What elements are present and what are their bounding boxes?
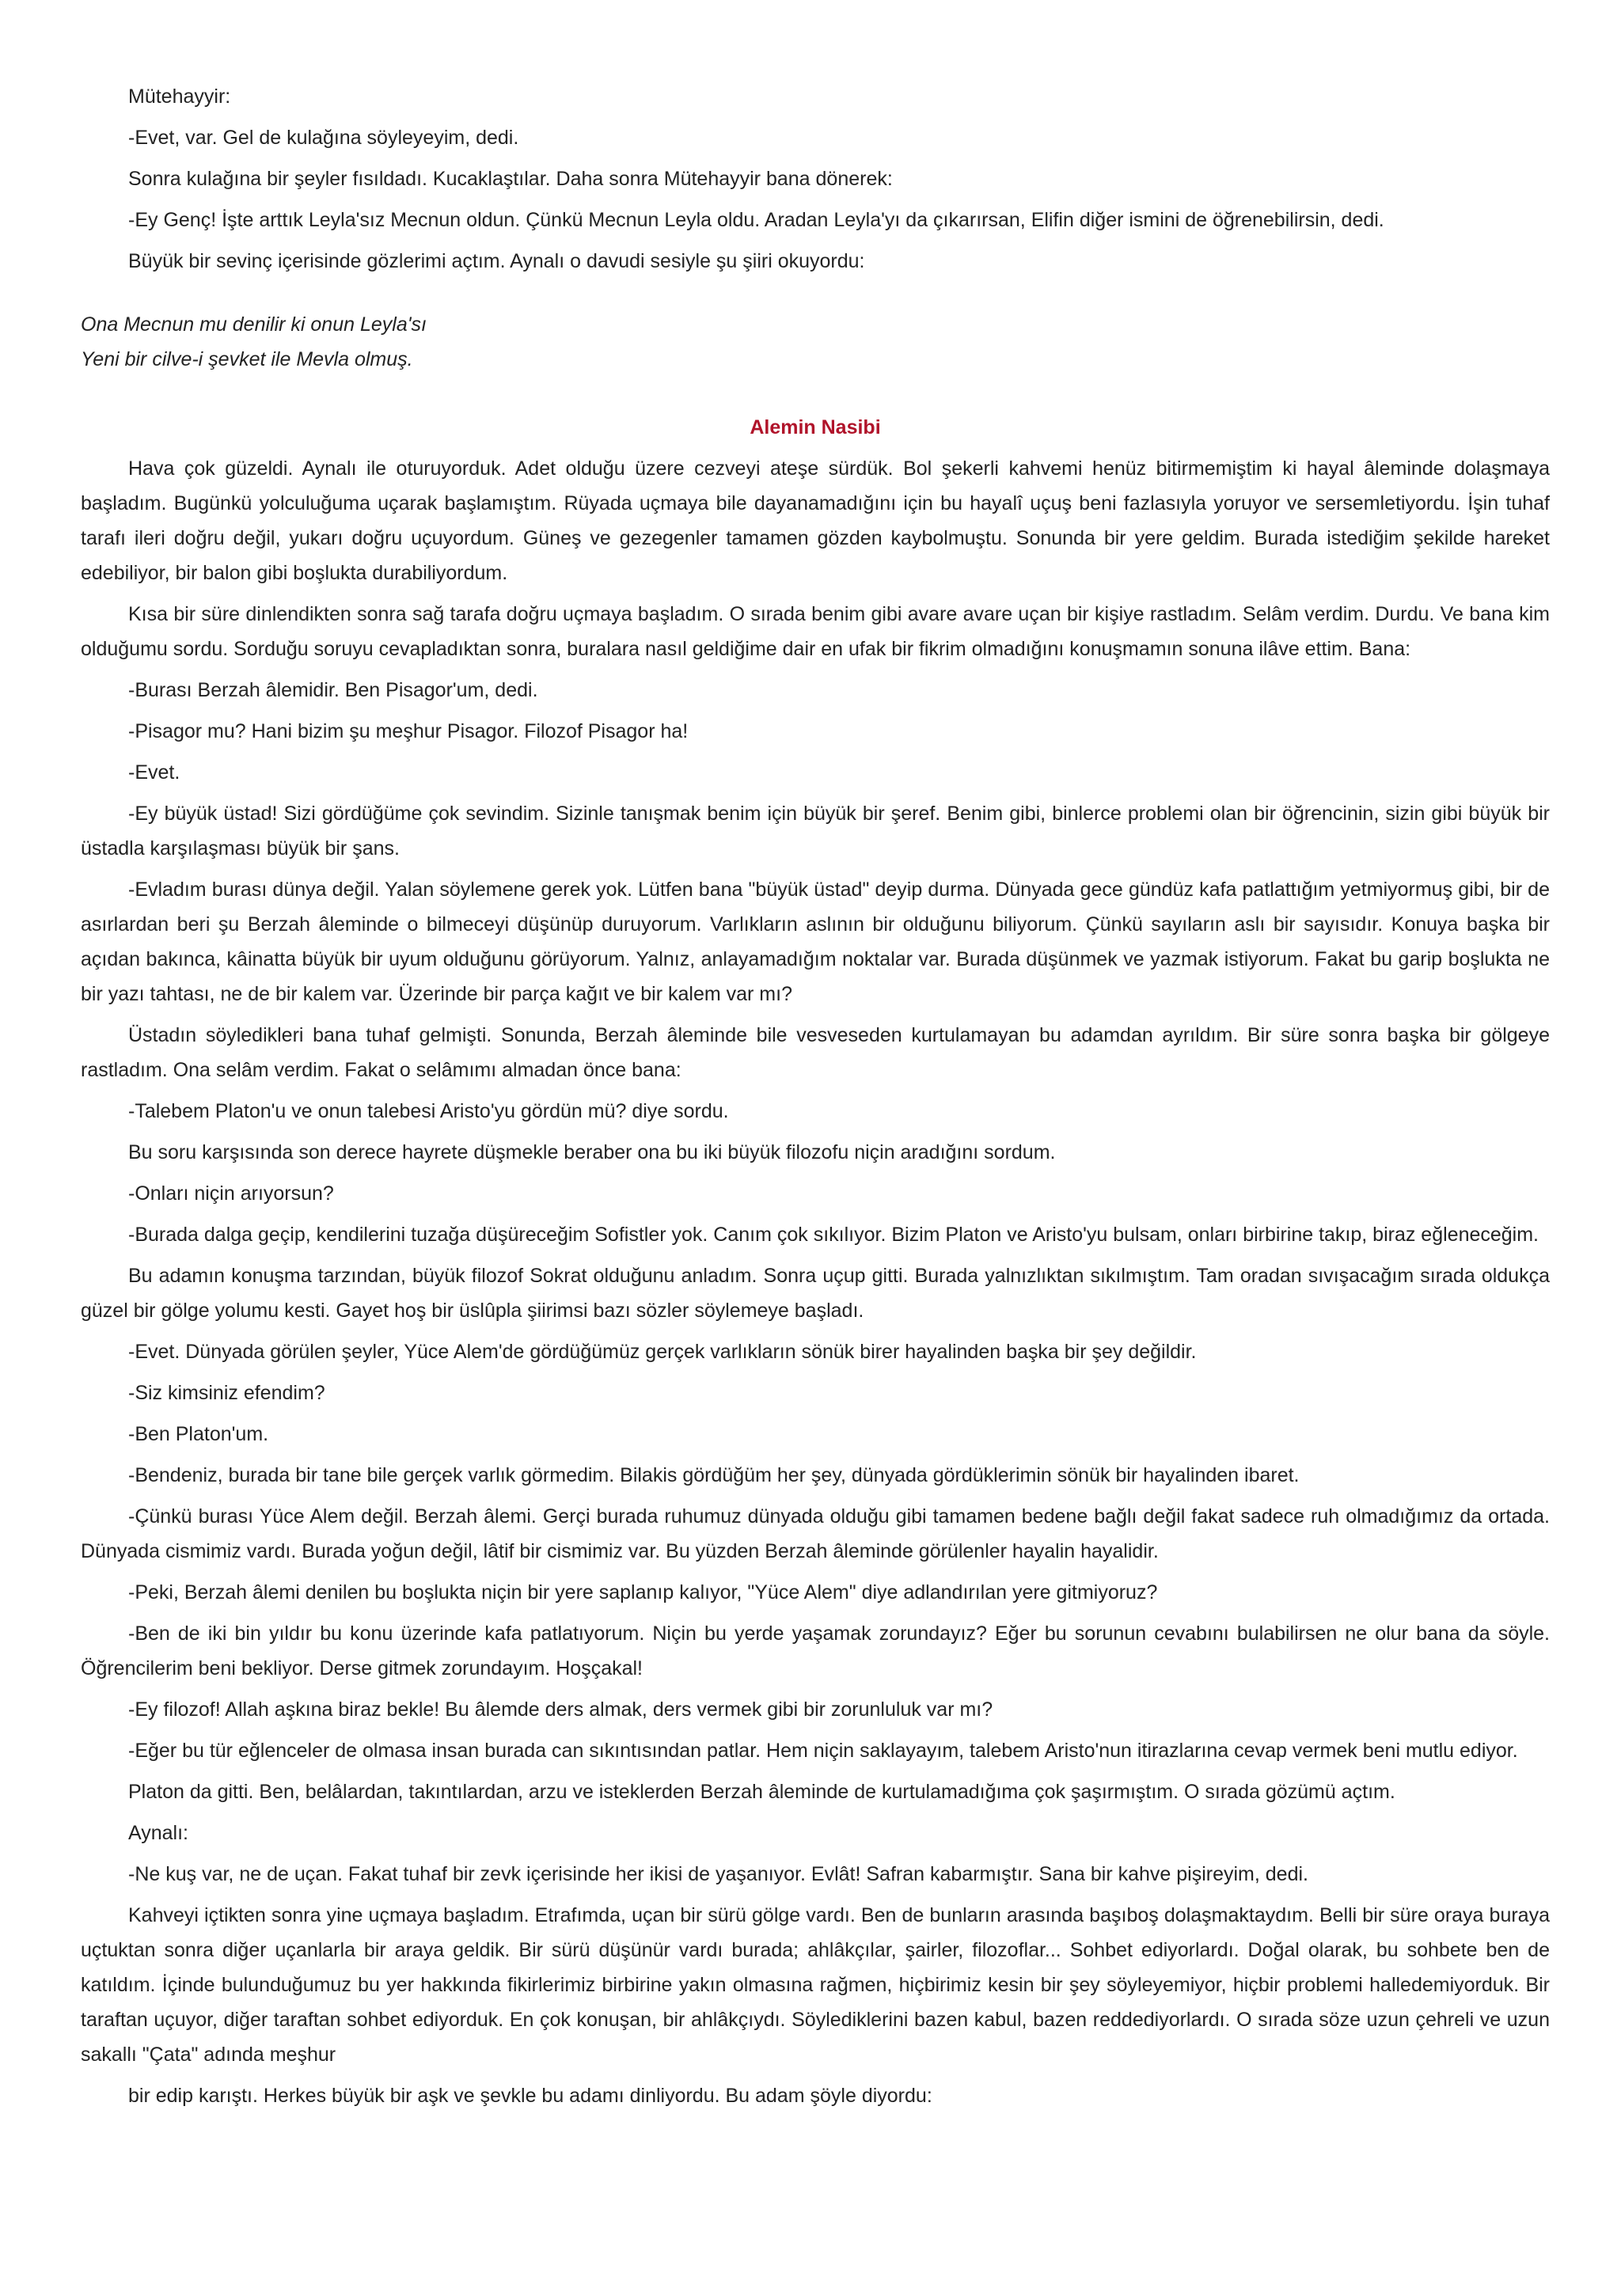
section-paragraph: -Ey büyük üstad! Sizi gördüğüme çok sevindim. Sizinle tanışmak benim için büyük bir şeref. Benim gibi, binlerce problemi olan bir öğrencinin, sizin gibi büyük bir üstadla karşılaşması büyük bir şans. bbox=[81, 803, 1550, 860]
intro-paragraph: Büyük bir sevinç içerisinde gözlerimi açtım. Aynalı o davudi sesiyle şu şiiri okuyordu: bbox=[128, 250, 865, 272]
section-paragraph: -Pisagor mu? Hani bizim şu meşhur Pisagor. Filozof Pisagor ha! bbox=[128, 720, 689, 742]
section-paragraph: Platon da gitti. Ben, belâlardan, takıntılardan, arzu ve isteklerden Berzah âleminde de kurtulamadığıma çok şaşırmıştım. O sırada gözümü açtım. bbox=[128, 1781, 1395, 1803]
section-paragraph: -Siz kimsiniz efendim? bbox=[128, 1382, 325, 1404]
section-paragraph: Bu adamın konuşma tarzından, büyük filozof Sokrat olduğunu anladım. Sonra uçup gitti. Burada yalnızlıktan sıkılmıştım. Tam oradan sıvışacağım sırada oldukça güzel bir gölge yolumu kesti. Gayet hoş bir üslûpla şiirimsi bazı sözler söylemeye başladı. bbox=[81, 1265, 1550, 1322]
section-body bbox=[81, 451, 1550, 2113]
section-paragraph: -Bendeniz, burada bir tane bile gerçek varlık görmedim. Bilakis gördüğüm her şey, dünyada gördüklerimin sönük bir hayalinden ibaret. bbox=[128, 1464, 1300, 1486]
section-paragraph: -Ne kuş var, ne de uçan. Fakat tuhaf bir zevk içerisinde her ikisi de yaşanıyor. Evlât! Safran kabarmıştır. Sana bir kahve pişireyim, dedi. bbox=[128, 1863, 1308, 1885]
section-paragraph: -Çünkü burası Yüce Alem değil. Berzah âlemi. Gerçi burada ruhumuz dünyada olduğu gibi tamamen bedene bağlı değil fakat sadece ruh olmadığımız da ortada. Dünyada cismimiz vardı. Burada yoğun değil, lâtif bir cismimiz var. Bu yüzden Berzah âleminde görülenler hayalin hayalidir. bbox=[81, 1505, 1550, 1562]
poem-block bbox=[81, 307, 1550, 377]
section-paragraph: Hava çok güzeldi. Aynalı ile oturuyorduk. Adet olduğu üzere cezveyi ateşe sürdük. Bol şekerli kahvemi henüz bitirmemiştim ki hayal âleminde dolaşmaya başladım. Bugünkü yolculuğuma uçarak başlamıştım. Rüyada uçmaya bile dayanamadığını için bu hayalî uçuş beni fazlasıyla yoruyor ve sersemletiyordu. İşin tuhaf tarafı ileri doğru değil, yukarı doğru uçuyordum. Güneş ve gezegenler tamamen gözden kaybolmuştu. Sonunda bir yere geldim. Burada istediğim şekilde hareket edebiliyor, bir balon gibi boşlukta durabiliyordum. bbox=[81, 457, 1550, 584]
intro-block bbox=[81, 79, 1550, 279]
section-paragraph: -Burada dalga geçip, kendilerini tuzağa düşüreceğim Sofistler yok. Canım çok sıkılıyor. Bizim Platon ve Aristo'yu bulsam, onları birbirine takıp, biraz eğleneceğim. bbox=[128, 1224, 1539, 1246]
poem-line: Ona Mecnun mu denilir ki onun Leyla'sı bbox=[81, 313, 427, 336]
section-paragraph: Aynalı: bbox=[128, 1822, 188, 1844]
section-paragraph: -Peki, Berzah âlemi denilen bu boşlukta niçin bir yere saplanıp kalıyor, "Yüce Alem" diye adlandırılan yere gitmiyoruz? bbox=[128, 1581, 1158, 1603]
section-paragraph: -Eğer bu tür eğlenceler de olmasa insan burada can sıkıntısından patlar. Hem niçin saklayayım, talebem Aristo'nun itirazlarına cevap vermek beni mutlu ediyor. bbox=[128, 1740, 1518, 1762]
poem-line: Yeni bir cilve-i şevket ile Mevla olmuş. bbox=[81, 348, 413, 370]
section-paragraph: -Ben de iki bin yıldır bu konu üzerinde kafa patlatıyorum. Niçin bu yerde yaşamak zorundayız? Eğer bu sorunun cevabını bulabilirsen ne olur bana da söyle. Öğrencilerim beni bekliyor. Derse gitmek zorundayım. Hoşçakal! bbox=[81, 1622, 1550, 1679]
intro-paragraph: Mütehayyir: bbox=[128, 85, 231, 108]
section-paragraph: Kahveyi içtikten sonra yine uçmaya başladım. Etrafımda, uçan bir sürü gölge vardı. Ben de bunların arasında başıboş dolaşmaktaydım. Belli bir süre oraya buraya uçtuktan sonra diğer uçanlarla bir araya geldik. Bir sürü düşünür vardı burada; ahlâkçılar, şairler, filozoflar... Sohbet ediyorlardı. Doğal olarak, bu sohbete ben de katıldım. İçinde bulunduğumuz bu yer hakkında fikirlerimiz birbirine yakın olmasına rağmen, hiçbirimiz kesin bir şey söyleyemiyor, hiçbir problemi halledemiyorduk. Bir taraftan uçuyor, diğer taraftan sohbet ediyorduk. En çok konuşan, bir ahlâkçıydı. Söylediklerini bazen kabul, bazen reddediyorlardı. O sırada söze uzun çehreli ve uzun sakallı "Çata" adında meşhur bbox=[81, 1904, 1550, 2066]
intro-paragraph: -Evet, var. Gel de kulağına söyleyeyim, dedi. bbox=[128, 127, 519, 149]
section-paragraph: bir edip karıştı. Herkes büyük bir aşk ve şevkle bu adamı dinliyordu. Bu adam şöyle diyordu: bbox=[128, 2085, 932, 2107]
intro-paragraph: -Ey Genç! İşte arttık Leyla'sız Mecnun oldun. Çünkü Mecnun Leyla oldu. Aradan Leyla'yı da çıkarırsan, Elifin diğer ismini de öğrenebilirsin, dedi. bbox=[128, 209, 1384, 231]
section-paragraph: -Talebem Platon'u ve onun talebesi Aristo'yu gördün mü? diye sordu. bbox=[128, 1100, 729, 1122]
section-paragraph: Bu soru karşısında son derece hayrete düşmekle beraber ona bu iki büyük filozofu niçin aradığını sordum. bbox=[128, 1141, 1056, 1163]
section-paragraph: -Ey filozof! Allah aşkına biraz bekle! Bu âlemde ders almak, ders vermek gibi bir zorunluluk var mı? bbox=[128, 1698, 993, 1721]
section-paragraph: Kısa bir süre dinlendikten sonra sağ tarafa doğru uçmaya başladım. O sırada benim gibi avare avare uçan bir kişiye rastladım. Selâm verdim. Durdu. Ve bana kim olduğumu sordu. Sorduğu soruyu cevapladıktan sonra, buralara nasıl geldiğime dair en ufak bir fikrim olmadığını konuşmamın sonuna ilâve ettim. Bana: bbox=[81, 603, 1550, 660]
section-paragraph: -Burası Berzah âlemidir. Ben Pisagor'um, dedi. bbox=[128, 679, 538, 701]
document-page bbox=[81, 79, 1550, 2120]
section-title: Alemin Nasibi bbox=[750, 416, 881, 438]
section-paragraph: -Onları niçin arıyorsun? bbox=[128, 1182, 334, 1205]
section-paragraph: -Evet. bbox=[128, 761, 180, 784]
section-paragraph: Üstadın söyledikleri bana tuhaf gelmişti. Sonunda, Berzah âleminde bile vesveseden kurtulamayan bu adamdan ayrıldım. Bir süre sonra başka bir gölgeye rastladım. Ona selâm verdim. Fakat o selâmımı almadan önce bana: bbox=[81, 1024, 1550, 1081]
section-paragraph: -Evet. Dünyada görülen şeyler, Yüce Alem'de gördüğümüz gerçek varlıkların sönük birer hayalinden başka bir şey değildir. bbox=[128, 1341, 1197, 1363]
intro-paragraph: Sonra kulağına bir şeyler fısıldadı. Kucaklaştılar. Daha sonra Mütehayyir bana dönerek: bbox=[128, 168, 893, 190]
section-paragraph: -Ben Platon'um. bbox=[128, 1423, 269, 1445]
section-paragraph: -Evladım burası dünya değil. Yalan söylemene gerek yok. Lütfen bana "büyük üstad" deyip durma. Dünyada gece gündüz kafa patlattığım yetmiyormuş gibi, bir de asırlardan beri şu Berzah âleminde o bilmeceyi düşünüp duruyorum. Varlıkların aslının bir olduğunu biliyorum. Çünkü sayıların aslı bir sayısıdır. Konuya başka bir açıdan bakınca, kâinatta büyük bir uyum olduğunu görüyorum. Yalnız, anlayamadığım noktalar var. Burada düşünmek ve yazmak istiyorum. Fakat bu garip boşlukta ne bir yazı tahtası, ne de bir kalem var. Üzerinde bir parça kağıt ve bir kalem var mı? bbox=[81, 879, 1550, 1005]
